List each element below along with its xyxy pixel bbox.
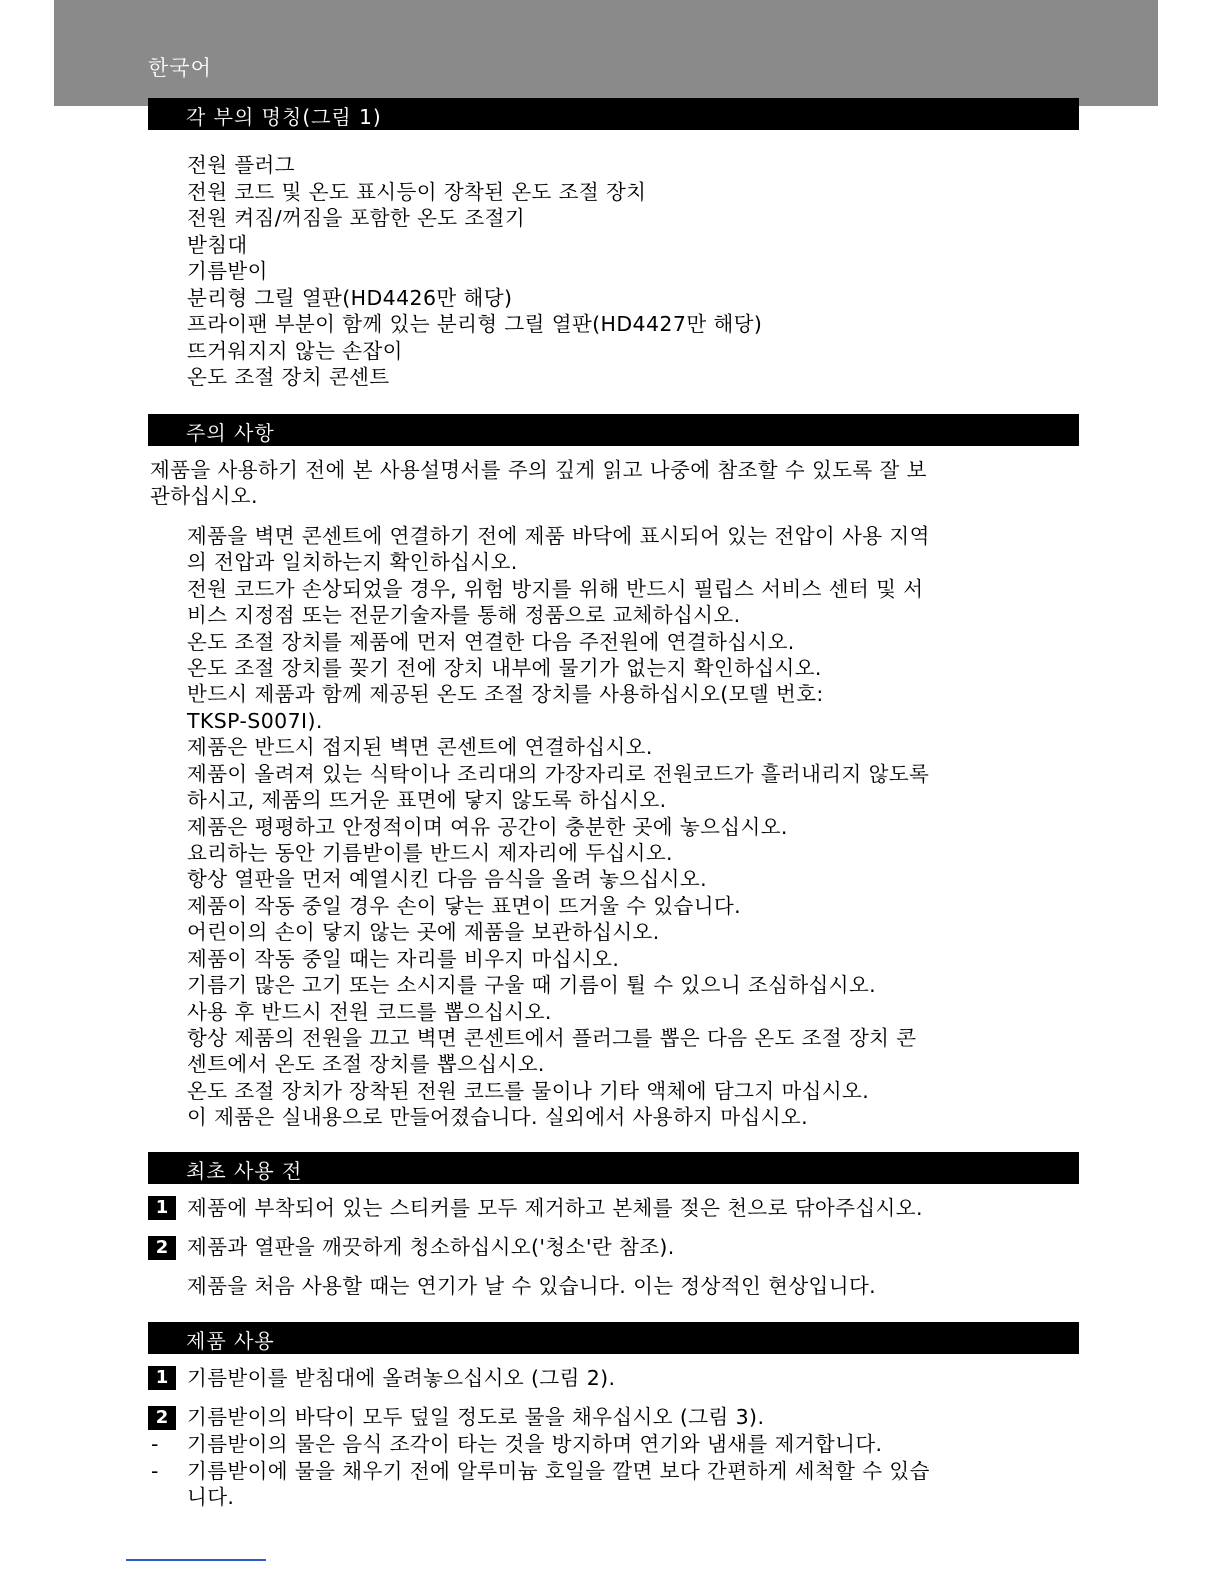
step-text: 제품과 열판을 깨끗하게 청소하십시오('청소'란 참조). [187,1235,675,1259]
caution-item: 이 제품은 실내용으로 만들어졌습니다. 실외에서 사용하지 마십시오. [187,1105,809,1129]
caution-item: TKSP-S007I). [187,709,323,733]
section-title: 최초 사용 전 [186,1159,303,1183]
caution-intro: 관하십시오. [150,484,258,508]
part-item: 전원 플러그 [187,153,295,177]
step-number-badge: 1 [148,1366,176,1390]
language-label: 한국어 [148,56,212,80]
section-header-first-use [148,1152,1079,1184]
part-item: 기름받이 [187,259,268,283]
caution-item: 어린이의 손이 닿지 않는 곳에 제품을 보관하십시오. [187,920,660,944]
part-item: 온도 조절 장치 콘센트 [187,365,390,389]
part-item: 받침대 [187,233,248,257]
caution-item: 기름기 많은 고기 또는 소시지를 구울 때 기름이 튈 수 있으니 조심하십시오. [187,973,877,997]
part-item: 분리형 그릴 열판(HD4426만 해당) [187,286,513,310]
section-header-caution [148,414,1079,446]
step-number-badge: 2 [148,1236,176,1260]
footer-rule [126,1559,266,1561]
caution-item: 전원 코드가 손상되었을 경우, 위험 방지를 위해 반드시 필립스 서비스 센터 및 서 [187,577,924,601]
section-title: 주의 사항 [186,421,275,445]
step-number-badge: 1 [148,1196,176,1220]
caution-item: 항상 열판을 먼저 예열시킨 다음 음식을 올려 놓으십시오. [187,867,707,891]
step-text: 기름받이의 바닥이 모두 덮일 정도로 물을 채우십시오 (그림 3). [187,1405,765,1429]
bullet-dash: - [151,1459,159,1483]
part-item: 전원 코드 및 온도 표시등이 장착된 온도 조절 장치 [187,180,647,204]
caution-item: 온도 조절 장치를 꽂기 전에 장치 내부에 물기가 없는지 확인하십시오. [187,656,822,680]
caution-item: 제품은 평평하고 안정적이며 여유 공간이 충분한 곳에 놓으십시오. [187,815,788,839]
caution-item: 센트에서 온도 조절 장치를 뽑으십시오. [187,1052,545,1076]
part-item: 전원 켜짐/꺼짐을 포함한 온도 조절기 [187,206,526,230]
caution-item: 제품은 반드시 접지된 벽면 콘센트에 연결하십시오. [187,735,653,759]
step-text: 제품에 부착되어 있는 스티커를 모두 제거하고 본체를 젖은 천으로 닦아주십시오. [187,1196,923,1220]
bullet-text: 기름받이의 물은 음식 조각이 타는 것을 방지하며 연기와 냄새를 제거합니다. [187,1432,883,1456]
caution-item: 의 전압과 일치하는지 확인하십시오. [187,550,518,574]
caution-item: 제품이 올려져 있는 식탁이나 조리대의 가장자리로 전원코드가 흘러내리지 않도록 [187,762,930,786]
bullet-dash: - [151,1432,159,1456]
caution-item: 온도 조절 장치를 제품에 먼저 연결한 다음 주전원에 연결하십시오. [187,630,795,654]
caution-item: 요리하는 동안 기름받이를 반드시 제자리에 두십시오. [187,841,673,865]
bullet-text: 기름받이에 물을 채우기 전에 알루미늄 호일을 깔면 보다 간편하게 세척할 수 있습 [187,1459,930,1483]
step-text: 기름받이를 받침대에 올려놓으십시오 (그림 2). [187,1366,616,1390]
caution-item: 항상 제품의 전원을 끄고 벽면 콘센트에서 플러그를 뽑은 다음 온도 조절 장치 콘 [187,1026,917,1050]
section-title: 제품 사용 [186,1329,275,1353]
part-item: 뜨거워지지 않는 손잡이 [187,339,403,363]
caution-item: 온도 조절 장치가 장착된 전원 코드를 물이나 기타 액체에 담그지 마십시오. [187,1079,870,1103]
caution-item: 제품이 작동 중일 경우 손이 닿는 표면이 뜨거울 수 있습니다. [187,894,742,918]
caution-item: 제품이 작동 중일 때는 자리를 비우지 마십시오. [187,947,620,971]
caution-item: 하시고, 제품의 뜨거운 표면에 닿지 않도록 하십시오. [187,788,667,812]
part-item: 프라이팬 부분이 함께 있는 분리형 그릴 열판(HD4427만 해당) [187,312,763,336]
section-header-parts [148,98,1079,130]
caution-item: 제품을 벽면 콘센트에 연결하기 전에 제품 바닥에 표시되어 있는 전압이 사용 지역 [187,524,930,548]
caution-item: 비스 지정점 또는 전문기술자를 통해 정품으로 교체하십시오. [187,603,741,627]
caution-intro: 제품을 사용하기 전에 본 사용설명서를 주의 깊게 읽고 나중에 참조할 수 있도록 잘 보 [150,458,927,482]
section-header-use [148,1322,1079,1354]
caution-item: 반드시 제품과 함께 제공된 온도 조절 장치를 사용하십시오(모델 번호: [187,682,824,706]
header-band [54,0,1158,106]
step-number-badge: 2 [148,1406,176,1430]
bullet-text: 니다. [187,1485,235,1509]
note-text: 제품을 처음 사용할 때는 연기가 날 수 있습니다. 이는 정상적인 현상입니다. [187,1274,877,1298]
caution-item: 사용 후 반드시 전원 코드를 뽑으십시오. [187,1000,552,1024]
section-title: 각 부의 명칭(그림 1) [186,105,382,129]
